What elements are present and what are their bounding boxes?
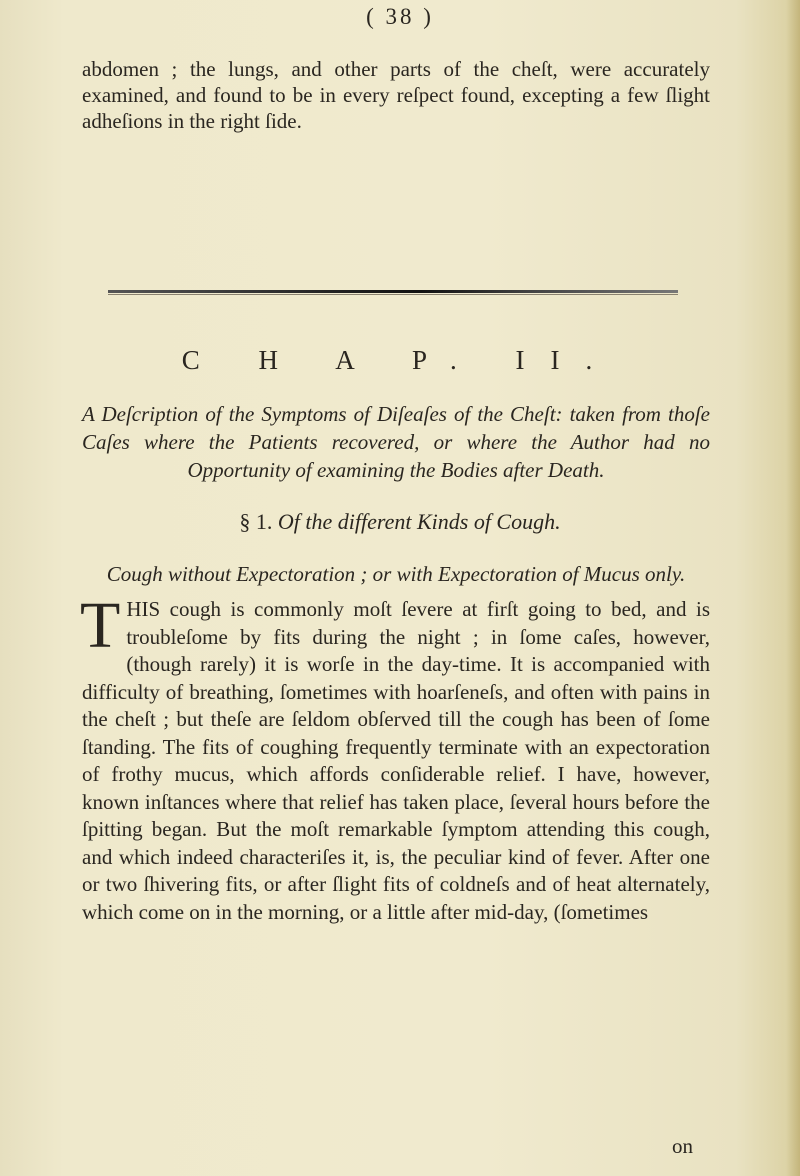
body-paragraph bbox=[80, 589, 710, 926]
section-divider-rule bbox=[108, 290, 678, 293]
page-number: ( 38 ) bbox=[366, 4, 434, 29]
page-edge-shadow bbox=[786, 0, 800, 1176]
continued-paragraph: abdomen ; the lungs, and other parts of the cheſt, were accurately examined, and found to be in every reſpect found, excepting a few ſlight adheſions in the right ſide. bbox=[82, 57, 710, 133]
section-divider-hairline bbox=[108, 294, 678, 295]
body-text: HIS cough is commonly moſt ſevere at firſt going to bed, and is troubleſome by fits during the night ; in ſome caſes, however, (though rarely) it is worſe in the day-time. It is accompanied with difficulty of breathing, ſometimes with hoarſeneſs, and often with pains in the cheſt ; but theſe are ſeldom obſerved till the cough has been of ſome ſtanding. The fits of coughing frequently terminate with an expectoration of frothy mucus, which affords conſiderable relief. I have, however, known inſtances where that relief has taken place, ſeveral hours before the ſpitting began. But the moſt remarkable ſymptom attending this cough, and which indeed characteriſes it, is, the peculiar kind of fever. After one or two ſhivering fits, or after ſlight fits of coldneſs and of heat alternately, which come on in the morning, or a little after mid-day, (ſometimes bbox=[82, 597, 710, 924]
section-heading bbox=[0, 509, 800, 535]
chapter-title: A Deſcription of the Symptoms of Diſeaſes of the Cheſt: taken from thoſe Caſes where the Patients recovered, or where the Author had no Opportunity of examining the Bodies after Death. bbox=[82, 402, 710, 482]
drop-cap: T bbox=[80, 589, 121, 662]
section-number: § 1. bbox=[239, 509, 273, 534]
section-title: Of the different Kinds of Cough. bbox=[277, 509, 561, 534]
catchword: on bbox=[672, 1134, 693, 1158]
section-subtitle: Cough without Expectoration ; or with Expectoration of Mucus only. bbox=[106, 562, 686, 586]
chapter-heading: C H A P. II. bbox=[181, 345, 619, 375]
